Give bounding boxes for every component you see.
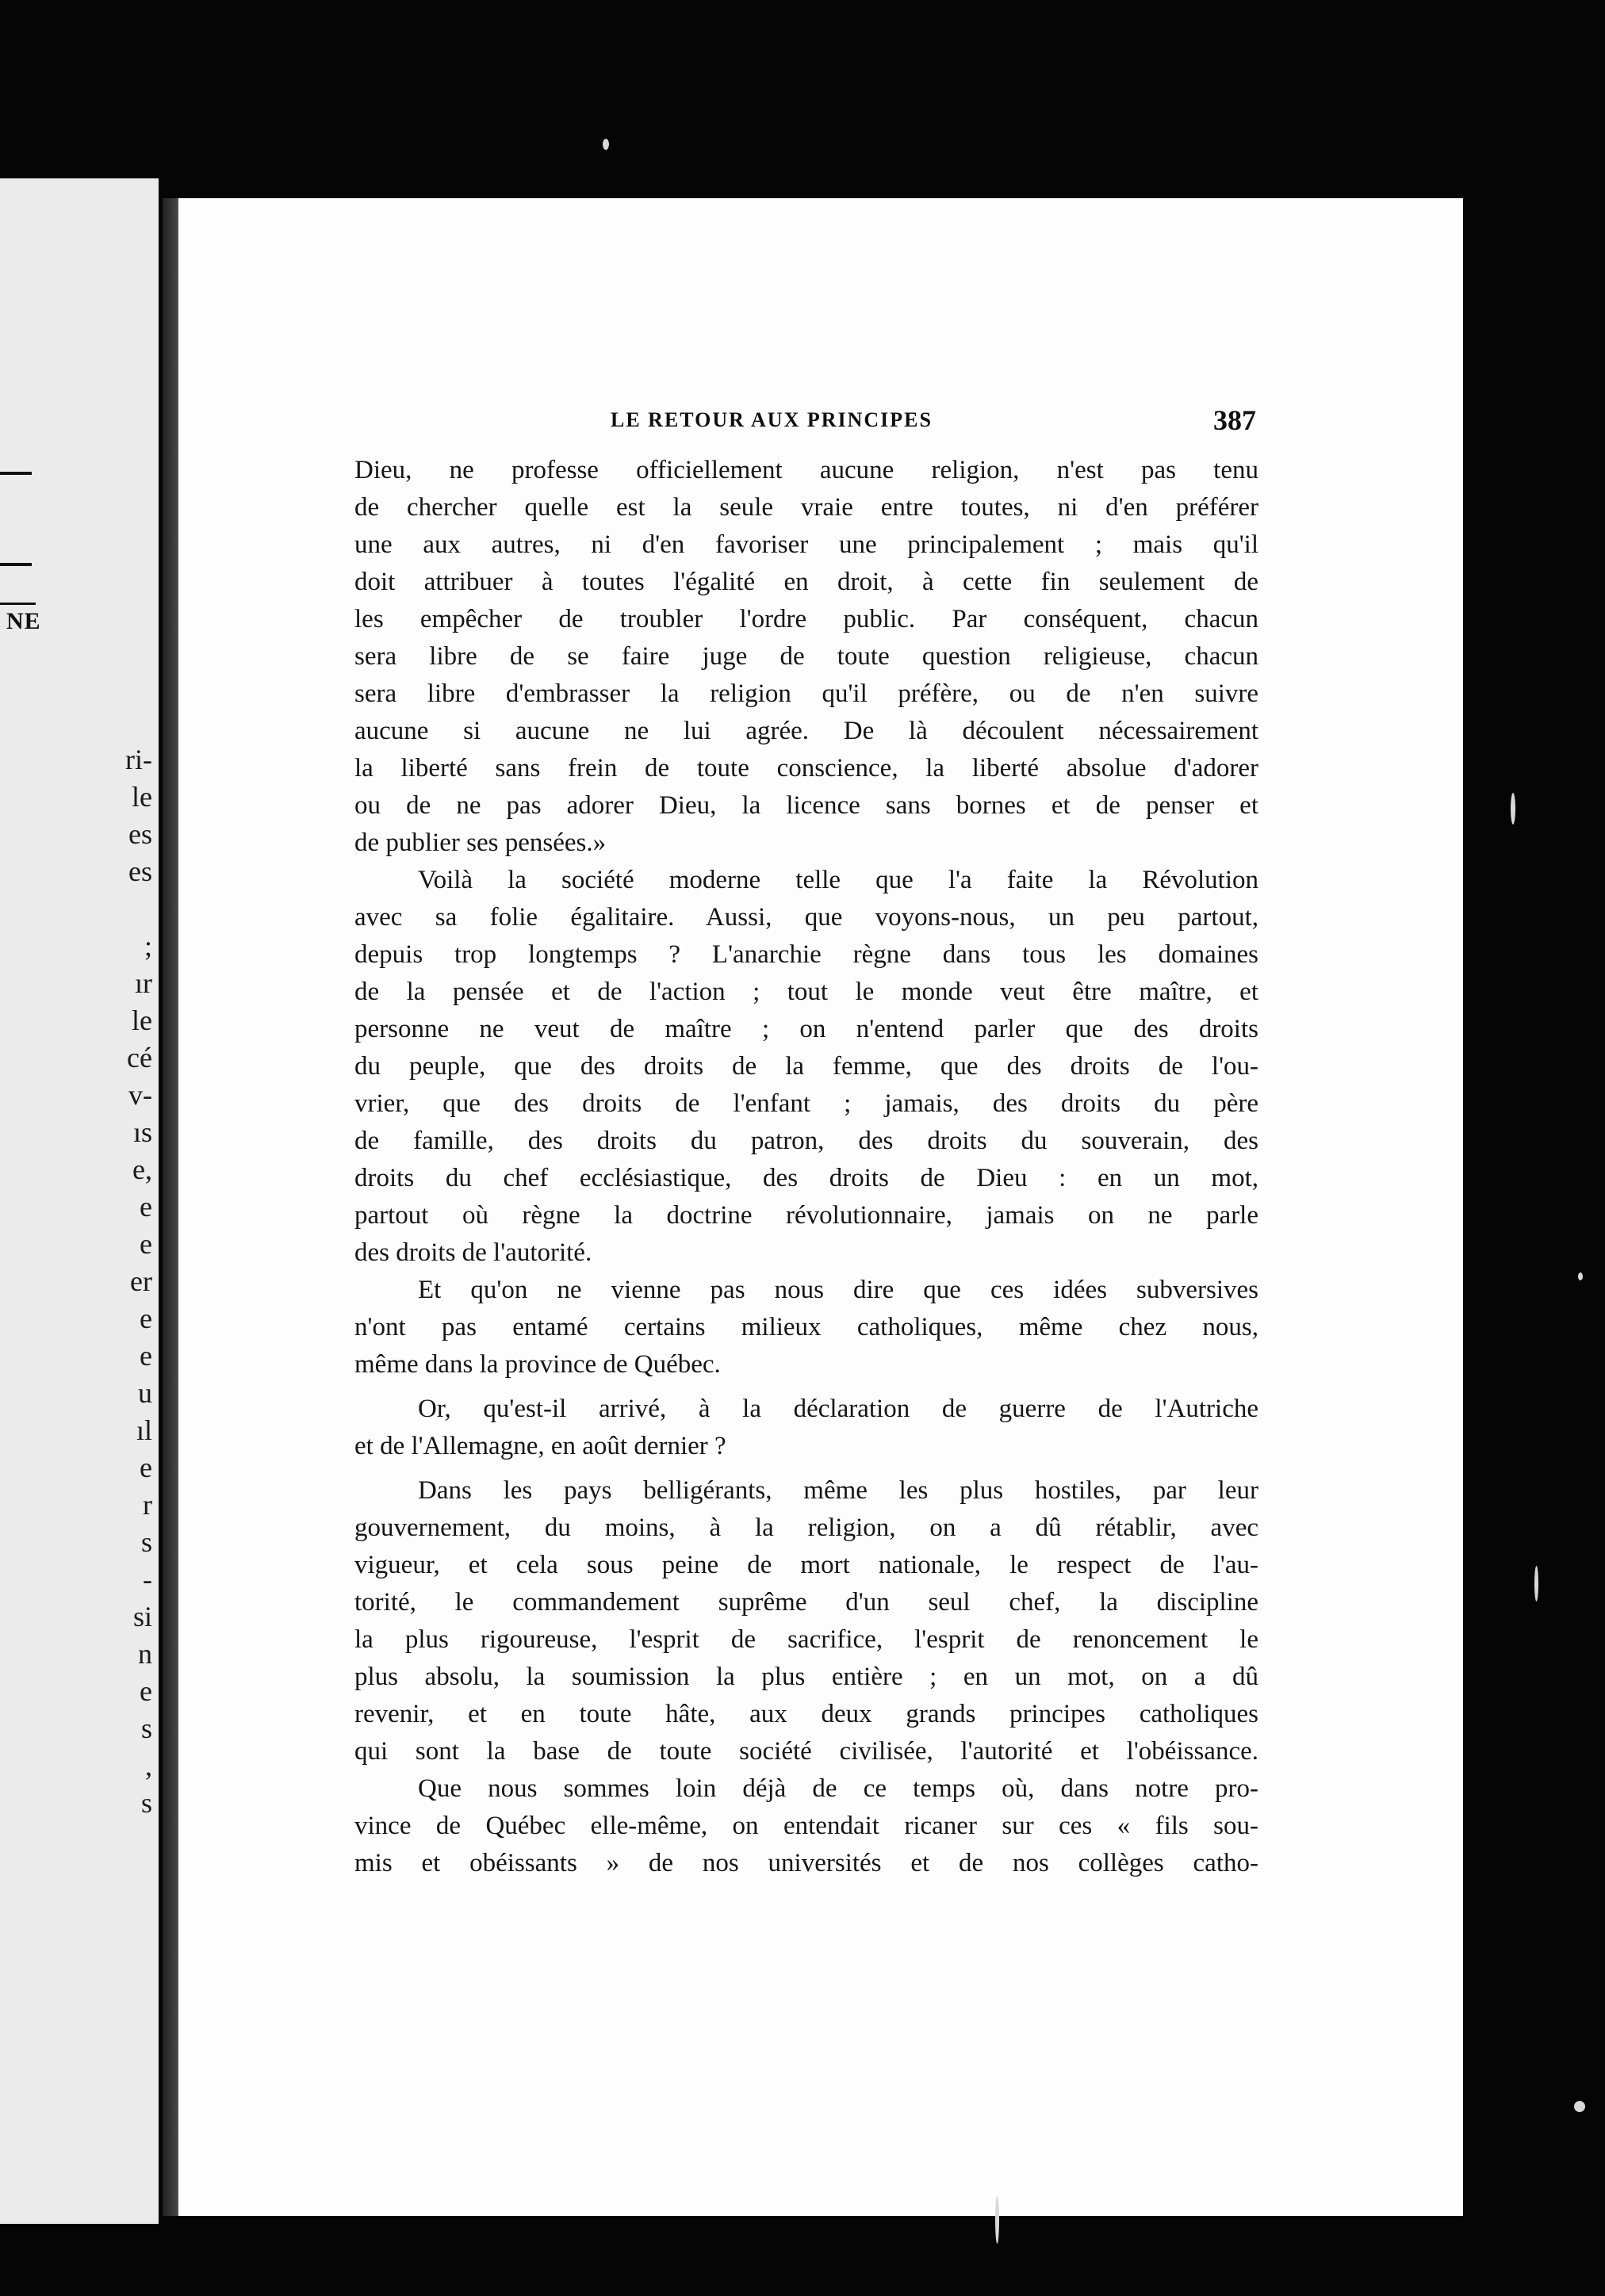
text-line: revenir, et en toute hâte, aux deux grands principes catholiques (354, 1700, 1258, 1728)
text-line: n'ont pas entamé certains milieux catholiques, même chez nous, (354, 1313, 1258, 1341)
page-number: 387 (1213, 404, 1256, 436)
text-line: et de l'Allemagne, en août dernier ? (354, 1432, 726, 1460)
left-line-fragment (105, 890, 152, 928)
text-line: Que nous sommes loin déjà de ce temps où, dans notre pro- (418, 1774, 1258, 1803)
text-line: de famille, des droits du patron, des droits du souverain, des (354, 1127, 1258, 1155)
text-line: du peuple, que des droits de la femme, que des droits de l'ou- (354, 1052, 1258, 1081)
text-line: Dieu, ne professe officiellement aucune religion, n'est pas tenu (354, 456, 1258, 484)
dust-speck (603, 139, 609, 150)
text-line: de chercher quelle est la seule vraie entre toutes, ni d'en préférer (354, 493, 1258, 522)
dust-speck (1511, 793, 1515, 825)
text-line: depuis trop longtemps ? L'anarchie règne dans tous les domaines (354, 940, 1258, 969)
text-line: Or, qu'est-il arrivé, à la déclaration de guerre de l'Autriche (418, 1395, 1258, 1423)
text-line: vince de Québec elle-même, on entendait ricaner sur ces « fils sou- (354, 1812, 1258, 1840)
left-line-fragment: , (145, 1750, 152, 1781)
left-page-line-fragments (105, 741, 152, 1822)
text-line: la liberté sans frein de toute conscience, la liberté absolue d'adorer (354, 754, 1258, 783)
left-line-fragment: e, (132, 1154, 152, 1185)
text-line: personne ne veut de maître ; on n'entend parler que des droits (354, 1015, 1258, 1043)
text-line: plus absolu, la soumission la plus entière ; en un mot, on a dû (354, 1663, 1258, 1691)
text-line: même dans la province de Québec. (354, 1350, 721, 1379)
text-line: sera libre de se faire juge de toute question religieuse, chacun (354, 642, 1258, 671)
text-line: mis et obéissants » de nos universités et de nos collèges catho- (354, 1849, 1258, 1877)
text-line: partout où règne la doctrine révolutionnaire, jamais on ne parle (354, 1201, 1258, 1230)
left-line-fragment: es (128, 818, 152, 850)
dust-speck (1578, 1272, 1583, 1280)
text-line: Et qu'on ne vienne pas nous dire que ces idées subversives (418, 1276, 1258, 1304)
text-line: droits du chef ecclésiastique, des droits de Dieu : en un mot, (354, 1164, 1258, 1192)
left-line-fragment: e (140, 1303, 152, 1334)
text-line: gouvernement, du moins, à la religion, on a dû rétablir, avec (354, 1513, 1258, 1542)
left-line-fragment: ır (135, 967, 152, 999)
left-line-fragment: e (140, 1191, 152, 1223)
text-line: vigueur, et cela sous peine de mort nationale, le respect de l'au- (354, 1551, 1258, 1579)
text-line: ou de ne pas adorer Dieu, la licence sans bornes et de penser et (354, 791, 1258, 820)
dust-speck (995, 2196, 999, 2244)
text-line: sera libre d'embrasser la religion qu'il préfère, ou de n'en suivre (354, 679, 1258, 708)
text-line: vrier, que des droits de l'enfant ; jamais, des droits du père (354, 1089, 1258, 1118)
left-line-fragment: ıl (136, 1414, 152, 1446)
facing-page-left (0, 178, 159, 2224)
left-line-fragment: er (130, 1265, 152, 1297)
left-line-fragment: r (143, 1489, 152, 1521)
left-line-fragment: s (140, 1787, 152, 1819)
dust-speck (1574, 2101, 1585, 2112)
running-head (178, 403, 1463, 438)
text-line: torité, le commandement suprême d'un seul chef, la discipline (354, 1588, 1258, 1617)
left-line-fragment: le (132, 781, 152, 813)
left-line-fragment: s (140, 1526, 152, 1558)
running-title: LE RETOUR AUX PRINCIPES (611, 408, 933, 431)
left-line-fragment: u (138, 1377, 152, 1409)
text-line: de publier ses pensées.» (354, 828, 607, 857)
left-line-fragment: e (140, 1452, 152, 1483)
left-line-fragment: e (140, 1228, 152, 1260)
text-line: aucune si aucune ne lui agrée. De là découlent nécessairement (354, 717, 1258, 745)
left-line-fragment: s (140, 1712, 152, 1744)
text-line: Dans les pays belligérants, même les plus hostiles, par leur (418, 1476, 1258, 1505)
text-line: doit attribuer à toutes l'égalité en droit, à cette fin seulement de (354, 568, 1258, 596)
rule-middle (0, 563, 32, 566)
left-line-fragment: n (138, 1638, 152, 1670)
dust-speck (1534, 1566, 1538, 1601)
book-page (178, 198, 1463, 2216)
left-line-fragment: e (140, 1340, 152, 1372)
text-line: avec sa folie égalitaire. Aussi, que voyons-nous, un peu partout, (354, 903, 1258, 932)
text-line: la plus rigoureuse, l'esprit de sacrifice, l'esprit de renoncement le (354, 1625, 1258, 1654)
left-line-fragment: ıs (132, 1116, 152, 1148)
rule-top (0, 472, 32, 475)
left-line-fragment: - (143, 1563, 152, 1595)
text-line: de la pensée et de l'action ; tout le monde veut être maître, et (354, 978, 1258, 1006)
text-line: qui sont la base de toute société civilisée, l'autorité et l'obéissance. (354, 1737, 1258, 1766)
left-line-fragment: v- (128, 1079, 152, 1111)
text-line: les empêcher de troubler l'ordre public. Par conséquent, chacun (354, 605, 1258, 633)
rule-heading (0, 603, 36, 605)
body-text (354, 452, 1258, 1882)
left-line-fragment: ri- (125, 744, 152, 775)
text-line: une aux autres, ni d'en favoriser une principalement ; mais qu'il (354, 530, 1258, 559)
left-line-fragment: si (132, 1601, 152, 1632)
left-page-heading-fragment: NE (6, 608, 41, 634)
left-line-fragment: e (140, 1675, 152, 1707)
left-line-fragment: ; (144, 930, 152, 962)
text-line: des droits de l'autorité. (354, 1238, 592, 1267)
left-line-fragment: es (128, 855, 152, 887)
text-line: Voilà la société moderne telle que l'a faite la Révolution (418, 866, 1258, 894)
left-line-fragment: le (132, 1004, 152, 1036)
left-line-fragment: cé (127, 1042, 152, 1073)
